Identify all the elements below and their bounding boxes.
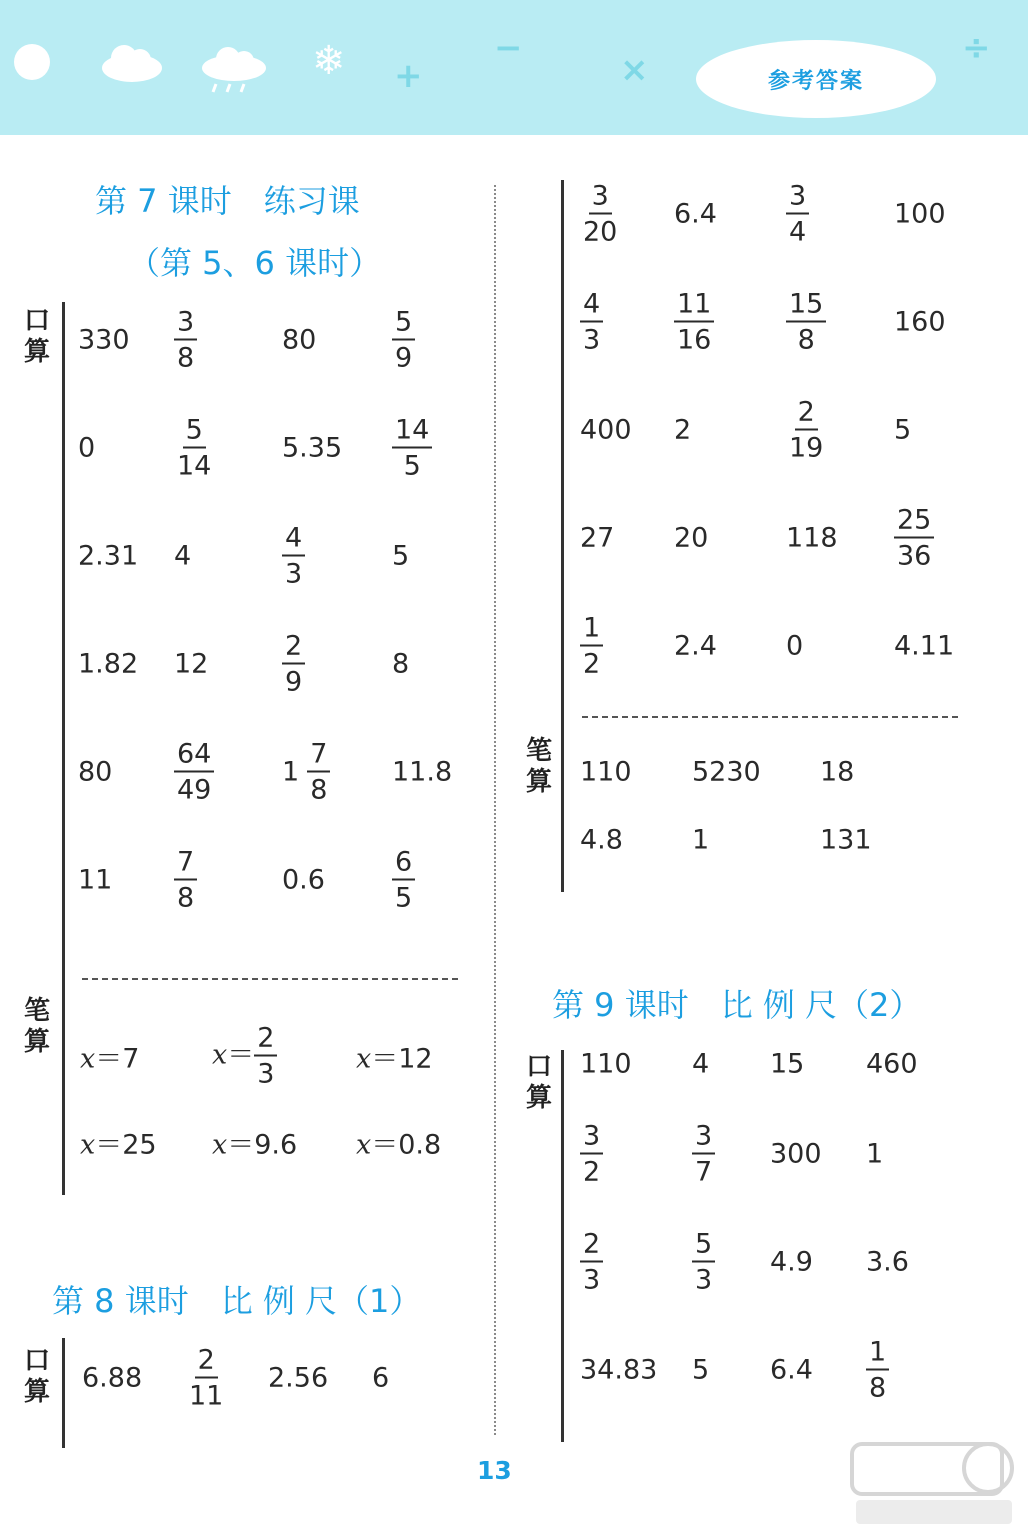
s7-oral-answer: 11 (78, 864, 113, 896)
s7-oral-answer: 8 (392, 648, 410, 680)
s8-cont-oral-answer: 100 (894, 198, 946, 230)
section-7-title: 第 7 课时 练习课 (95, 182, 360, 220)
s7-oral-answer: 12 (174, 648, 209, 680)
s8-written-answer: 1 (692, 824, 710, 856)
s7-written-answer: x＝12 (356, 1043, 433, 1075)
s7-oral-answer: 5.35 (282, 432, 343, 464)
s9-oral-answer: $\frac{5}{3}$ (692, 1231, 715, 1294)
s8-cont-oral-answer: 5 (894, 414, 912, 446)
s7-written-answer: x＝0.8 (356, 1129, 442, 1161)
s7-oral-answer: $\frac{5}{14}$ (177, 414, 212, 482)
s9-oral-answer: 4 (692, 1048, 710, 1080)
s8-cont-oral-answer: 160 (894, 306, 946, 338)
s9-oral-answer: $\frac{3}{2}$ (580, 1123, 603, 1186)
s8-cont-oral-answer: 118 (786, 522, 838, 554)
s8-cont-oral-answer: $\frac{11}{16}$ (674, 291, 714, 354)
s7-oral-answer: $\frac{14}{5}$ (392, 417, 432, 480)
s8-oral-answer: 2.56 (268, 1362, 329, 1394)
s9-oral-answer: 4.9 (770, 1246, 813, 1278)
divide-icon: ÷ (962, 28, 991, 68)
s8-dash-separator (582, 716, 958, 718)
s7-oral-answer: $\frac{64}{49}$ (174, 741, 214, 804)
s8-cont-oral-answer: 20 (674, 522, 709, 554)
s8-written-answer: 4.8 (580, 824, 623, 856)
s8-oral-answer: $\frac{2}{11}$ (189, 1344, 224, 1412)
cloud-icon (100, 40, 164, 84)
s9-oral-answer: $\frac{1}{8}$ (866, 1339, 889, 1402)
watermark-logo (848, 1438, 1020, 1530)
s7-written-answer: x＝9.6 (212, 1129, 298, 1161)
s8-written-answer: 18 (820, 756, 855, 788)
s7-oral-answer: $\frac{7}{8}$ (174, 849, 197, 912)
s8-cont-oral-answer: 27 (580, 522, 615, 554)
answer-key-badge: 参考答案 (696, 40, 936, 118)
s7-written-label: 笔 算 (23, 996, 50, 1057)
s7-oral-answer: 80 (282, 324, 317, 356)
s7-oral-answer: $\frac{6}{5}$ (392, 849, 415, 912)
s7-oral-answer: $\frac{4}{3}$ (282, 525, 305, 588)
s7-oral-answer: $\frac{2}{9}$ (282, 633, 305, 696)
s9-oral-answer: 15 (770, 1048, 805, 1080)
minus-icon: − (494, 28, 523, 68)
rain-cloud-icon (200, 44, 268, 94)
s8-oral-label: 口 算 (23, 1346, 50, 1407)
s7-oral-answer: 0.6 (282, 864, 325, 896)
s7-rule (62, 302, 65, 1195)
s7-oral-answer: 1.82 (78, 648, 139, 680)
s8-written-answer: 110 (580, 756, 632, 788)
s9-oral-answer: 110 (580, 1048, 632, 1080)
s7-oral-answer: 80 (78, 756, 113, 788)
snowflake-icon: ❄ (312, 38, 346, 84)
s8-cont-rule (561, 180, 564, 892)
s7-oral-answer: 5 (392, 540, 410, 572)
s8-cont-oral-answer: $\frac{1}{2}$ (580, 615, 603, 678)
s7-dash-separator (82, 978, 458, 980)
s9-oral-answer: 300 (770, 1138, 822, 1170)
s8-oral-answer: 6 (372, 1362, 390, 1394)
s9-oral-answer: 3.6 (866, 1246, 909, 1278)
s8-cont-oral-answer: 0 (786, 630, 804, 662)
times-icon: × (620, 50, 649, 90)
s7-oral-answer: $\frac{3}{8}$ (174, 309, 197, 372)
s9-oral-answer: 460 (866, 1048, 918, 1080)
s8-cont-oral-answer: $\frac{25}{36}$ (894, 507, 934, 570)
page-number: 13 (477, 1456, 512, 1485)
s7-oral-answer: 11.8 (392, 756, 453, 788)
s8-cont-oral-answer: $\frac{3}{20}$ (583, 180, 618, 248)
s9-oral-answer: 34.83 (580, 1354, 658, 1386)
s8-cont-oral-answer: 2.4 (674, 630, 717, 662)
section-9-title: 第 9 课时 比 例 尺（2） (552, 986, 922, 1024)
s8-written-label: 笔 算 (525, 736, 552, 797)
s7-oral-label: 口 算 (23, 306, 50, 367)
column-divider (494, 185, 496, 1435)
s7-oral-answer: 4 (174, 540, 192, 572)
s9-oral-answer: $\frac{3}{7}$ (692, 1123, 715, 1186)
s8-cont-oral-answer: $\frac{2}{19}$ (789, 396, 824, 464)
s7-written-answer: x＝25 (80, 1129, 157, 1161)
s7-oral-answer: 330 (78, 324, 130, 356)
s8-cont-oral-answer: 2 (674, 414, 692, 446)
s8-rule (62, 1338, 65, 1448)
s8-written-answer: 5230 (692, 756, 761, 788)
s8-cont-oral-answer: 6.4 (674, 198, 717, 230)
s7-written-answer: x＝7 (80, 1043, 140, 1075)
s7-oral-answer: 0 (78, 432, 96, 464)
s8-cont-oral-answer: $\frac{3}{4}$ (786, 183, 809, 246)
s9-oral-answer: 5 (692, 1354, 710, 1386)
s9-oral-answer: 6.4 (770, 1354, 813, 1386)
s8-cont-oral-answer: $\frac{15}{8}$ (786, 291, 826, 354)
sun-icon (14, 44, 50, 80)
plus-icon: + (394, 56, 423, 96)
s7-oral-answer: 1 $\frac{7}{8}$ (282, 741, 330, 804)
section-8-title: 第 8 课时 比 例 尺（1） (52, 1282, 422, 1320)
s8-oral-answer: 6.88 (82, 1362, 143, 1394)
s7-oral-answer: $\frac{5}{9}$ (392, 309, 415, 372)
s8-cont-oral-answer: $\frac{4}{3}$ (580, 291, 603, 354)
section-7-subtitle: （第 5、6 课时） (128, 244, 382, 282)
s9-oral-answer: 1 (866, 1138, 884, 1170)
s9-oral-answer: $\frac{2}{3}$ (580, 1231, 603, 1294)
s7-written-answer: x＝ $\frac{2}{3}$ (212, 1025, 277, 1088)
s9-oral-label: 口 算 (525, 1052, 552, 1113)
s9-rule (561, 1050, 564, 1442)
s7-oral-answer: 2.31 (78, 540, 139, 572)
s8-written-answer: 131 (820, 824, 872, 856)
s8-cont-oral-answer: 4.11 (894, 630, 955, 662)
s8-cont-oral-answer: 400 (580, 414, 632, 446)
